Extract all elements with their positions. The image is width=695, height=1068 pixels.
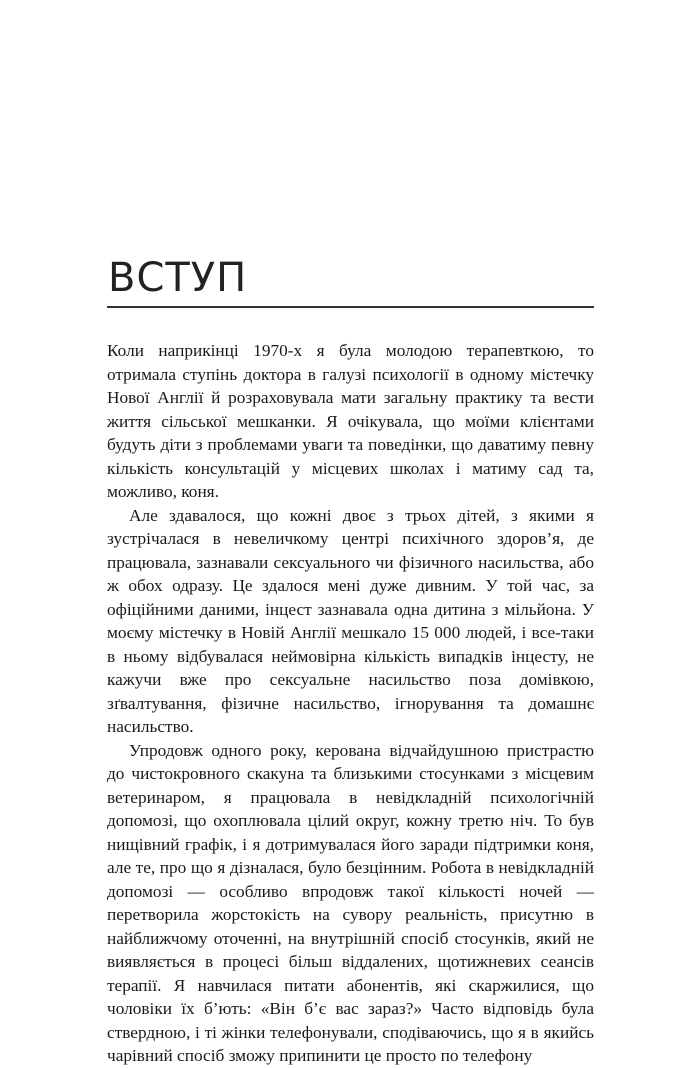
body-text (107, 339, 594, 1068)
chapter-title: ВСТУП (108, 255, 248, 301)
paragraph-3: Упродовж одного року, керована відчайдушною пристрастю до чистокровного скакуна та близькими стосунками з місцевим ветеринаром, я працювала в невідкладній психологічній допомозі, що охоплювала цілий округ, кожну третю ніч. То був нищівний графік, і я дотримувалася його заради підтримки коня, але те, про що я дізналася, було безцінним. Робота в невідкладній допомозі — особливо впродовж такої кількості ночей — перетворила жорстокість на сувору реальність, присутню в найближчому оточенні, на внутрішній спосіб стосунків, який не виявляється в процесі більш віддалених, щотижневих сеансів терапії. Я навчилася питати абонентів, які скаржилися, що чоловіки їх б’ють: «Він б’є вас зараз?» Часто відповідь була ствердною, і ті жінки телефонували, сподіваючись, що я в якийсь чарівний спосіб зможу припинити це просто по телефону (107, 740, 594, 1065)
paragraph-2: Але здавалося, що кожні двоє з трьох дітей, з якими я зустрічалася в невеличкому центрі психічного здоров’я, де працювала, зазнавали сексуального чи фізичного насильства, або ж обох одразу. Це здалося мені дуже дивним. У той час, за офіційними даними, інцест зазнавала одна дитина з мільйона. У моєму містечку в Новій Англії мешкало 15 000 людей, і все-таки в ньому відбувалася неймовірна кількість випадків інцесту, не кажучи вже про сексуальне насильство поза домівкою, зґвалтування, фізичне насильство, ігнорування та домашнє насильство. (107, 505, 594, 736)
paragraph-1: Коли наприкінці 1970-х я була молодою терапевткою, то отримала ступінь доктора в галузі психології в одному містечку Нової Англії й розраховувала мати загальну практику та вести життя сільської мешканки. Я очікувала, що моїми клієнтами будуть діти з проблемами уваги та поведінки, що даватиму певну кількість консультацій у місцевих школах і матиму сад та, можливо, коня. (107, 341, 594, 501)
title-divider (107, 306, 594, 308)
